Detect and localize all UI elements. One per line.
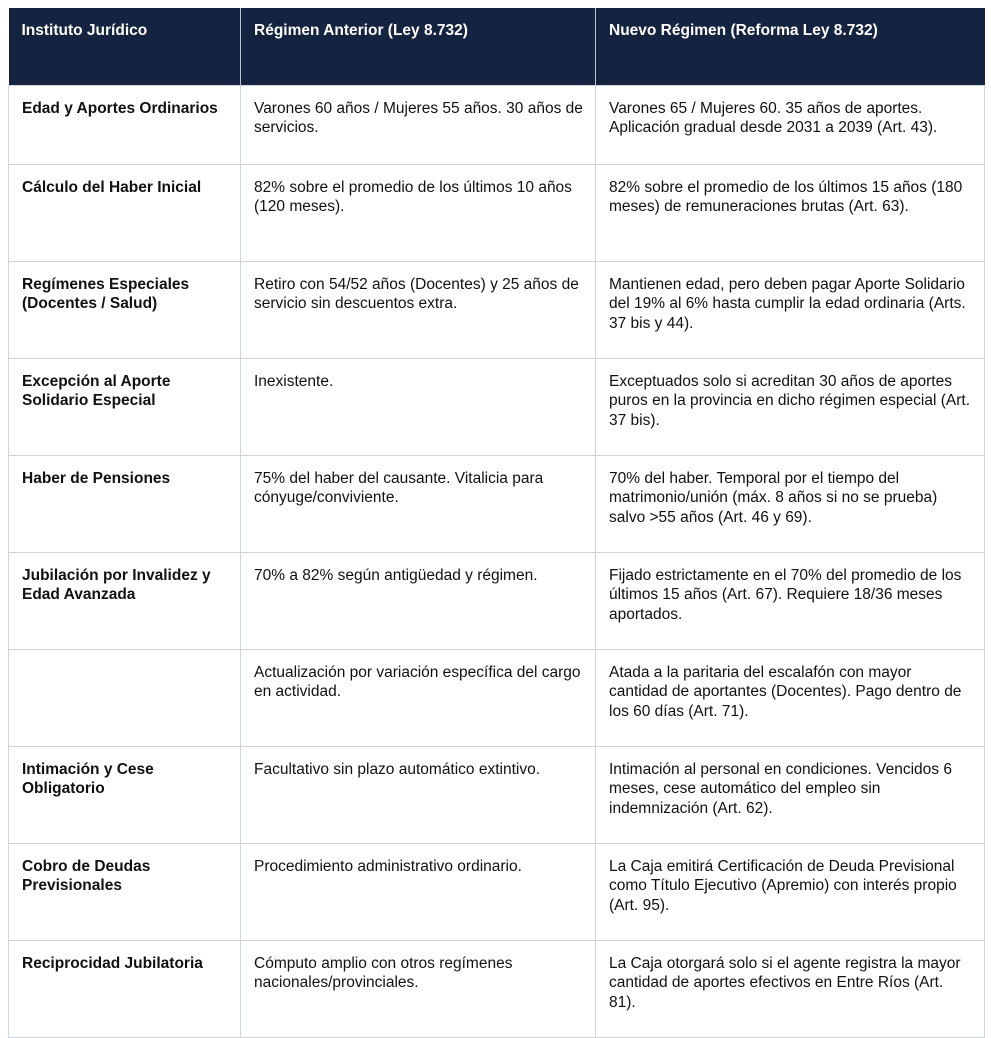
table-row: [9, 552, 985, 649]
cell-nuevo: Varones 65 / Mujeres 60. 35 años de aportes. Aplicación gradual desde 2031 a 2039 (Art. 43).: [596, 85, 985, 164]
comparison-table: [8, 8, 985, 1038]
cell-anterior: Varones 60 años / Mujeres 55 años. 30 años de servicios.: [241, 85, 596, 164]
cell-instituto: Edad y Aportes Ordinarios: [9, 85, 241, 164]
cell-anterior: 70% a 82% según antigüedad y régimen.: [241, 552, 596, 649]
cell-nuevo: 70% del haber. Temporal por el tiempo del matrimonio/unión (máx. 8 años si no se prueba) salvo >55 años (Art. 46 y 69).: [596, 455, 985, 552]
cell-anterior: Cómputo amplio con otros regímenes nacionales/provinciales.: [241, 940, 596, 1037]
table-row: [9, 649, 985, 746]
cell-nuevo: Exceptuados solo si acreditan 30 años de aportes puros en la provincia en dicho régimen especial (Art. 37 bis).: [596, 358, 985, 455]
cell-nuevo: Atada a la paritaria del escalafón con mayor cantidad de aportantes (Docentes). Pago dentro de los 60 días (Art. 71).: [596, 649, 985, 746]
cell-instituto: Cobro de Deudas Previsionales: [9, 843, 241, 940]
cell-instituto: [9, 649, 241, 746]
header-nuevo-regimen: Nuevo Régimen (Reforma Ley 8.732): [596, 8, 985, 85]
cell-anterior: Inexistente.: [241, 358, 596, 455]
cell-nuevo: Mantienen edad, pero deben pagar Aporte Solidario del 19% al 6% hasta cumplir la edad ordinaria (Arts. 37 bis y 44).: [596, 261, 985, 358]
cell-anterior: Facultativo sin plazo automático extintivo.: [241, 746, 596, 843]
cell-anterior: 82% sobre el promedio de los últimos 10 años (120 meses).: [241, 164, 596, 261]
table-row: [9, 164, 985, 261]
cell-instituto: Cálculo del Haber Inicial: [9, 164, 241, 261]
cell-nuevo: La Caja emitirá Certificación de Deuda Previsional como Título Ejecutivo (Apremio) con interés propio (Art. 95).: [596, 843, 985, 940]
cell-anterior: Retiro con 54/52 años (Docentes) y 25 años de servicio sin descuentos extra.: [241, 261, 596, 358]
table-row: [9, 85, 985, 164]
table-row: [9, 746, 985, 843]
cell-nuevo: 82% sobre el promedio de los últimos 15 años (180 meses) de remuneraciones brutas (Art. 63).: [596, 164, 985, 261]
header-regimen-anterior: Régimen Anterior (Ley 8.732): [241, 8, 596, 85]
table-row: [9, 940, 985, 1037]
cell-anterior: Actualización por variación específica del cargo en actividad.: [241, 649, 596, 746]
cell-nuevo: Fijado estrictamente en el 70% del promedio de los últimos 15 años (Art. 67). Requiere 18/36 meses aportados.: [596, 552, 985, 649]
header-instituto: Instituto Jurídico: [9, 8, 241, 85]
cell-instituto: Jubilación por Invalidez y Edad Avanzada: [9, 552, 241, 649]
table-header: [9, 8, 985, 85]
cell-instituto: Regímenes Especiales (Docentes / Salud): [9, 261, 241, 358]
cell-instituto: Excepción al Aporte Solidario Especial: [9, 358, 241, 455]
table-body: [9, 85, 985, 1037]
header-row: [9, 8, 985, 85]
table-row: [9, 455, 985, 552]
cell-instituto: Reciprocidad Jubilatoria: [9, 940, 241, 1037]
cell-nuevo: Intimación al personal en condiciones. Vencidos 6 meses, cese automático del empleo sin indemnización (Art. 62).: [596, 746, 985, 843]
cell-anterior: Procedimiento administrativo ordinario.: [241, 843, 596, 940]
cell-nuevo: La Caja otorgará solo si el agente registra la mayor cantidad de aportes efectivos en Entre Ríos (Art. 81).: [596, 940, 985, 1037]
cell-instituto: Intimación y Cese Obligatorio: [9, 746, 241, 843]
comparison-table-container: [8, 8, 984, 1038]
table-row: [9, 843, 985, 940]
table-row: [9, 261, 985, 358]
table-row: [9, 358, 985, 455]
cell-anterior: 75% del haber del causante. Vitalicia para cónyuge/conviviente.: [241, 455, 596, 552]
cell-instituto: Haber de Pensiones: [9, 455, 241, 552]
